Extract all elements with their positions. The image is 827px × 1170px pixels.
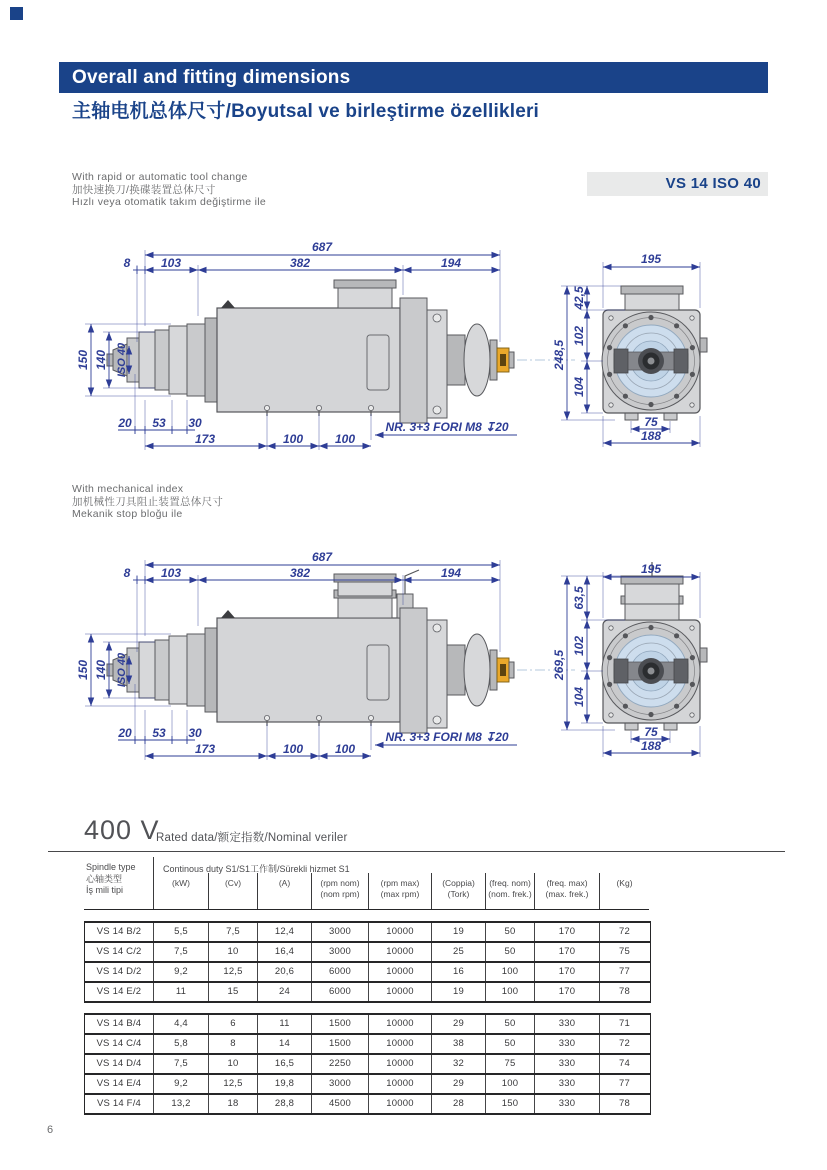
table-top-rule — [48, 851, 785, 852]
value-cell: 5,8 — [153, 1035, 208, 1053]
dim-label: 20 — [118, 726, 132, 740]
spindle-type-cell: VS 14 C/2 — [96, 946, 142, 957]
spindle-type-cell: VS 14 F/4 — [96, 1098, 142, 1109]
dim-label: 103 — [160, 566, 182, 580]
column-header: (A) — [257, 873, 311, 909]
column-header: (rpm max) (max rpm) — [368, 873, 431, 909]
spindle-type-header — [84, 857, 153, 909]
value-cell: 14 — [257, 1035, 311, 1053]
value-cell: 330 — [534, 1055, 599, 1073]
value-cell: 100 — [485, 963, 534, 981]
section-label-en: With mechanical index — [72, 483, 184, 495]
page-number: 6 — [47, 1124, 54, 1136]
value-cell: 25 — [431, 943, 485, 961]
section-label-zh: 加快速换刀/换碟装置总体尺寸 — [72, 183, 216, 196]
section-label-2 — [72, 483, 223, 521]
dim-label: 53 — [152, 726, 166, 740]
value-cell: 28,8 — [257, 1095, 311, 1113]
value-cell: 75 — [485, 1055, 534, 1073]
value-cell: 12,4 — [257, 923, 311, 941]
value-cell: 74 — [599, 1055, 649, 1073]
spindle-front-body — [602, 286, 707, 420]
voltage-label: 400 V — [84, 815, 160, 845]
dim-label: 8 — [123, 256, 131, 270]
spindle-header-en: Spindle type — [86, 862, 136, 872]
dim-label: 8 — [123, 566, 131, 580]
dim-label: 103 — [160, 256, 182, 270]
value-cell: 100 — [485, 983, 534, 1001]
dim-label: 195 — [640, 562, 662, 576]
value-cell: 330 — [534, 1035, 599, 1053]
value-cell: 100 — [485, 1075, 534, 1093]
value-cell: 78 — [599, 1095, 649, 1113]
value-cell: 7,5 — [153, 943, 208, 961]
dim-label: 194 — [440, 566, 462, 580]
table-row — [85, 963, 650, 983]
value-cell: 71 — [599, 1015, 649, 1033]
section-label-tr: Hızlı veya otomatik takım değiştirme ile — [72, 196, 267, 208]
value-cell: 170 — [534, 963, 599, 981]
front-view — [552, 252, 707, 447]
value-cell: 330 — [534, 1075, 599, 1093]
value-cell: 170 — [534, 923, 599, 941]
drawing-section-2 — [55, 550, 815, 793]
table-group-2 — [84, 1013, 651, 1115]
column-header: (Cv) — [208, 873, 257, 909]
section-label-1 — [72, 171, 266, 209]
holes-note: NR. 3+3 FORI M8 ↧20 — [385, 730, 509, 744]
table-title: Rated data/额定指数/Nominal veriler — [156, 832, 348, 844]
value-cell: 8 — [208, 1035, 257, 1053]
spindle-side-body — [107, 570, 514, 733]
dim-label: 100 — [334, 432, 356, 446]
value-cell: 10000 — [368, 963, 431, 981]
dim-label: 30 — [188, 726, 202, 740]
spindle-side-body — [107, 280, 514, 423]
dim-label: 63,5 — [572, 586, 586, 610]
column-header: (rpm nom) (nom rpm) — [311, 873, 368, 909]
dim-label: 53 — [152, 416, 166, 430]
value-cell: 12,5 — [208, 1075, 257, 1093]
value-cell: 13,2 — [153, 1095, 208, 1113]
page-title: Overall and fitting dimensions — [72, 67, 351, 88]
value-cell: 10000 — [368, 1015, 431, 1033]
table-row — [85, 1015, 650, 1035]
value-cell: 7,5 — [208, 923, 257, 941]
value-cell: 19 — [431, 923, 485, 941]
value-cell: 4,4 — [153, 1015, 208, 1033]
value-cell: 330 — [534, 1095, 599, 1113]
value-cell: 3000 — [311, 943, 368, 961]
front-view — [552, 562, 707, 757]
dim-label: 140 — [94, 659, 108, 681]
spindle-type-cell: VS 14 B/2 — [96, 926, 142, 937]
dim-label: 140 — [94, 349, 108, 371]
dim-label: 194 — [440, 256, 462, 270]
dim-label: 248,5 — [552, 339, 566, 371]
dim-label: 102 — [572, 635, 586, 657]
value-cell: 10000 — [368, 983, 431, 1001]
drawing-section-1 — [55, 240, 815, 483]
dim-label: 102 — [572, 325, 586, 347]
column-header: (Kg) — [599, 873, 649, 909]
value-cell: 24 — [257, 983, 311, 1001]
page-corner-mark — [10, 7, 23, 20]
value-cell: 12,5 — [208, 963, 257, 981]
column-header: (Coppia) (Tork) — [431, 873, 485, 909]
value-cell: 38 — [431, 1035, 485, 1053]
value-cell: 3000 — [311, 1075, 368, 1093]
value-cell: 10 — [208, 943, 257, 961]
table-row — [85, 1035, 650, 1055]
table-header — [84, 857, 649, 910]
column-header: (freq. max) (max. frek.) — [534, 873, 599, 909]
dim-label: 150 — [76, 349, 90, 371]
dim-label: 173 — [194, 742, 216, 756]
dim-label: 100 — [282, 432, 304, 446]
spindle-header-zh: 心轴类型 — [86, 873, 123, 884]
value-cell: 10000 — [368, 923, 431, 941]
dim-label: 269,5 — [552, 649, 566, 681]
value-cell: 20,6 — [257, 963, 311, 981]
spindle-front-body — [602, 562, 707, 730]
value-cell: 19 — [431, 983, 485, 1001]
dim-label: 687 — [311, 550, 333, 564]
value-cell: 75 — [599, 943, 649, 961]
dim-label: 382 — [289, 566, 311, 580]
value-cell: 16,4 — [257, 943, 311, 961]
value-cell: 10000 — [368, 1075, 431, 1093]
value-cell: 9,2 — [153, 963, 208, 981]
dim-label: 20 — [118, 416, 132, 430]
value-cell: 29 — [431, 1015, 485, 1033]
table-group-1 — [84, 921, 651, 1003]
table-row — [85, 923, 650, 943]
dim-label: 195 — [640, 252, 662, 266]
section-title-bar — [59, 62, 768, 93]
value-cell: 77 — [599, 963, 649, 981]
value-cell: 50 — [485, 923, 534, 941]
value-cell: 72 — [599, 923, 649, 941]
value-cell: 10 — [208, 1055, 257, 1073]
side-view — [76, 240, 575, 450]
dim-label: 173 — [194, 432, 216, 446]
value-cell: 50 — [485, 943, 534, 961]
value-cell: 11 — [257, 1015, 311, 1033]
spindle-type-cell: VS 14 C/4 — [96, 1038, 142, 1049]
side-view — [76, 550, 575, 760]
value-cell: 3000 — [311, 923, 368, 941]
page-subtitle: 主轴电机总体尺寸/Boyutsal ve birleştirme özellikleri — [72, 101, 540, 122]
dim-label: 382 — [289, 256, 311, 270]
spindle-type-cell: VS 14 B/4 — [96, 1018, 142, 1029]
dim-label: 188 — [640, 739, 662, 753]
value-cell: 4500 — [311, 1095, 368, 1113]
table-row — [85, 983, 650, 1001]
value-cell: 170 — [534, 983, 599, 1001]
duty-header: Continous duty S1/S1工作制/Sürekli hizmet S1 — [153, 857, 649, 873]
value-cell: 29 — [431, 1075, 485, 1093]
value-cell: 10000 — [368, 1035, 431, 1053]
column-header: (kW) — [153, 873, 208, 909]
dim-label: 42,5 — [572, 286, 586, 310]
value-cell: 50 — [485, 1035, 534, 1053]
value-cell: 6000 — [311, 983, 368, 1001]
value-cell: 50 — [485, 1015, 534, 1033]
value-cell: 1500 — [311, 1035, 368, 1053]
technical-drawing — [55, 550, 815, 788]
value-cell: 10000 — [368, 1095, 431, 1113]
value-cell: 19,8 — [257, 1075, 311, 1093]
value-cell: 28 — [431, 1095, 485, 1113]
value-cell: 16 — [431, 963, 485, 981]
table-row — [85, 1055, 650, 1075]
section-label-zh: 加机械性刀具阻止装置总体尺寸 — [72, 495, 224, 508]
value-cell: 150 — [485, 1095, 534, 1113]
dim-label: 104 — [572, 376, 586, 398]
value-cell: 6000 — [311, 963, 368, 981]
value-cell: 16,5 — [257, 1055, 311, 1073]
spindle-type-cell: VS 14 E/4 — [96, 1078, 142, 1089]
technical-drawing — [55, 240, 815, 478]
value-cell: 32 — [431, 1055, 485, 1073]
value-cell: 2250 — [311, 1055, 368, 1073]
value-cell: 1500 — [311, 1015, 368, 1033]
dim-label: 100 — [334, 742, 356, 756]
dim-label: 75 — [644, 415, 658, 429]
spindle-type-cell: VS 14 D/2 — [96, 966, 142, 977]
value-cell: 77 — [599, 1075, 649, 1093]
value-cell: 10000 — [368, 943, 431, 961]
value-cell: 7,5 — [153, 1055, 208, 1073]
value-cell: 170 — [534, 943, 599, 961]
table-row — [85, 1075, 650, 1095]
model-badge: VS 14 ISO 40 — [587, 172, 768, 196]
value-cell: 330 — [534, 1015, 599, 1033]
section-label-tr: Mekanik stop bloğu ile — [72, 508, 183, 520]
dim-label: 150 — [76, 659, 90, 681]
dim-label: 687 — [311, 240, 333, 254]
value-cell: 5,5 — [153, 923, 208, 941]
table-row — [85, 943, 650, 963]
value-cell: 72 — [599, 1035, 649, 1053]
value-cell: 10000 — [368, 1055, 431, 1073]
spindle-type-cell: VS 14 D/4 — [96, 1058, 142, 1069]
table-row — [85, 1095, 650, 1113]
dim-label: 188 — [640, 429, 662, 443]
spindle-header-tr: İş mili tipi — [86, 885, 124, 895]
dim-label: 104 — [572, 686, 586, 708]
value-cell: 15 — [208, 983, 257, 1001]
spindle-type-cell: VS 14 E/2 — [96, 986, 142, 997]
section-label-en: With rapid or automatic tool change — [72, 171, 248, 183]
value-cell: 9,2 — [153, 1075, 208, 1093]
dim-label: 100 — [282, 742, 304, 756]
column-header: (freq. nom) (nom. frek.) — [485, 873, 534, 909]
value-cell: 6 — [208, 1015, 257, 1033]
value-cell: 78 — [599, 983, 649, 1001]
value-cell: 11 — [153, 983, 208, 1001]
value-cell: 18 — [208, 1095, 257, 1113]
dim-label: 75 — [644, 725, 658, 739]
dim-label: ISO 40 — [116, 652, 128, 688]
dim-label: 30 — [188, 416, 202, 430]
holes-note: NR. 3+3 FORI M8 ↧20 — [385, 420, 509, 434]
dim-label: ISO 40 — [116, 342, 128, 378]
